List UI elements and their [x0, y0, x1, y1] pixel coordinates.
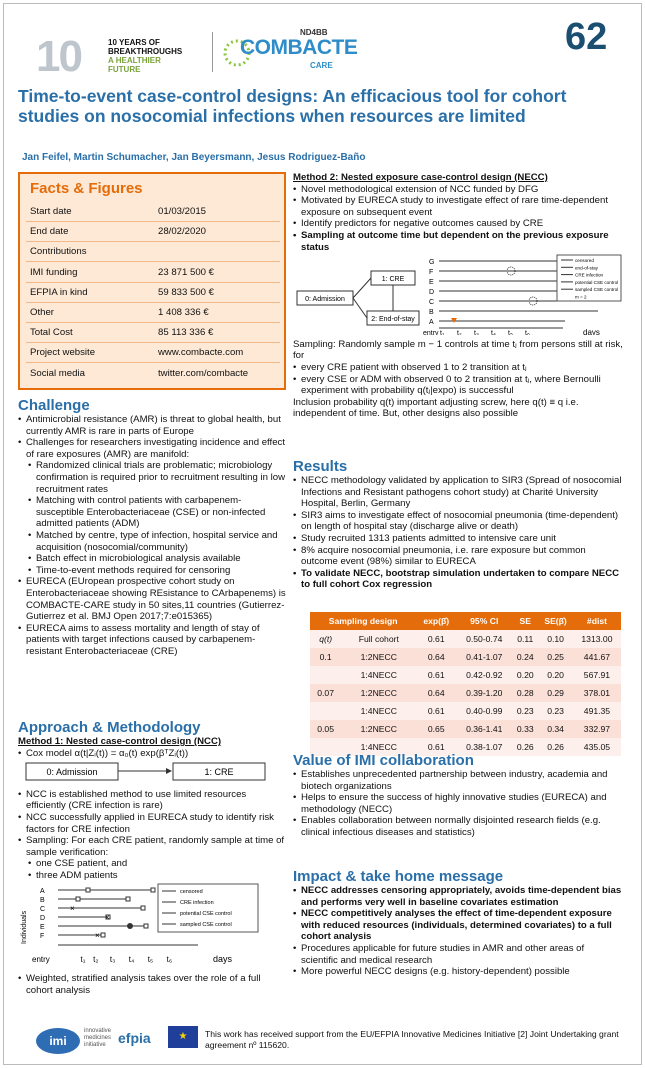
table-cell: 1:2NECC: [341, 648, 416, 666]
table-cell: 0.20: [538, 666, 573, 684]
table-row: [310, 630, 621, 648]
row-label: F: [40, 932, 45, 940]
legend-label: m = 2: [575, 294, 587, 300]
table-header: SE: [512, 612, 538, 630]
list-item: • 8% acquire nosocomial pneumonia, i.e. rare exposure but common outcome event (98%) similar to EURECA: [293, 545, 623, 568]
table-cell: 0.41-1.07: [456, 648, 512, 666]
efpia-logo: efpia: [118, 1030, 151, 1046]
list-item: • To validate NECC, bootstrap simulation undertaken to compare NECC to full cohort Cox regression: [293, 568, 623, 591]
facts-label: EFPIA in kind: [30, 286, 88, 298]
table-cell: 0.28: [512, 684, 538, 702]
funding-text: This work has received support from the EU/EFPIA Innovative Medicines Initiative [2] Joint Undertaking grant agreement nº 115620.: [205, 1029, 619, 1050]
facts-heading: Facts & Figures: [30, 180, 143, 197]
facts-box: [18, 172, 286, 390]
censored-marker: [126, 897, 130, 901]
table-cell: Full cohort: [341, 630, 416, 648]
table-cell: 0.26: [538, 738, 573, 756]
facts-label: Project website: [30, 347, 96, 359]
row-label: E: [429, 279, 434, 287]
list-item: • Randomized clinical trials are problematic; microbiology confirmation is required prior to recruitment resulting in low recruitment rates: [18, 460, 286, 495]
row-label: D: [40, 914, 46, 922]
list-item: • every CSE or ADM with observed 0 to 2 transition at tⱼ, where Bernoulli experiment with probability q(tⱼ|expo) is successful: [293, 374, 623, 397]
results-section: [293, 458, 623, 591]
challenge-section: [18, 397, 286, 657]
tagline: 10 YEARS OF BREAKTHROUGHS A HEALTHIER FUTURE: [108, 38, 183, 74]
list-item: • Matched by centre, type of infection, hospital service and acquisition (nosocomial/community): [18, 530, 286, 553]
cross-marker: ×: [95, 930, 100, 940]
list-item: • Challenges for researchers investigating incidence and effect of rare exposures (AMR) are manifold:: [18, 437, 286, 460]
table-cell: 1:4NECC: [341, 666, 416, 684]
table-cell: 0.11: [512, 630, 538, 648]
x-axis-label: days: [583, 328, 600, 336]
table-cell: 378.01: [573, 684, 621, 702]
row-label: A: [40, 887, 45, 895]
list-item: • More powerful NECC designs (e.g. history-dependent) possible: [293, 966, 623, 978]
table-cell: 1313.00: [573, 630, 621, 648]
table-cell: 0.33: [512, 720, 538, 738]
table-cell: 491.35: [573, 702, 621, 720]
list-item: • Identify predictors for negative outcomes caused by CRE: [293, 218, 623, 230]
footer: [0, 1016, 645, 1066]
method2-heading: Method 2: Nested exposure case-control design (NECC): [293, 172, 548, 183]
table-cell: 435.05: [573, 738, 621, 756]
table-cell: 0.61: [416, 630, 456, 648]
y-axis-label: Individuals: [21, 910, 28, 944]
imi-logo: imi: [36, 1028, 80, 1054]
table-row: [310, 684, 621, 702]
state-cre: 1: CRE: [204, 767, 234, 778]
list-item: • Motivated by EURECA study to investigate effect of rare time-dependent exposure on subsequent event: [293, 195, 623, 218]
table-row: [310, 648, 621, 666]
table-cell: 1:2NECC: [341, 684, 416, 702]
sampling-text: Sampling: Randomly sample m − 1 controls at time tⱼ from persons still at risk, for: [293, 338, 623, 362]
table-cell: [310, 702, 341, 720]
table-cell: 0.40-0.99: [456, 702, 512, 720]
table-cell: 0.29: [538, 684, 573, 702]
list-item: • three ADM patients: [18, 870, 286, 882]
list-item: • every CRE patient with observed 1 to 2 transition at tⱼ: [293, 362, 623, 374]
list-item: • Procedures applicable for future studies in AMR and other areas of scientific and medical research: [293, 943, 623, 966]
list-item: • Novel methodological extension of NCC funded by DFG: [293, 184, 623, 196]
table-cell: 0.64: [416, 648, 456, 666]
x-tick-label: t₁: [440, 330, 445, 336]
facts-value: 23 871 500 €: [158, 266, 215, 278]
list-item: • Enables collaboration between normally disjointed research fields (e.g. clinical infectious diseases and statistics): [293, 815, 623, 838]
legend-label: sampled CSE control: [180, 921, 232, 928]
state-admission: 0: Admission: [46, 767, 98, 778]
table-cell: 0.38-1.07: [456, 738, 512, 756]
state-end: 2: End-of-stay: [371, 316, 415, 324]
table-cell: 0.23: [512, 702, 538, 720]
state-cre: 1: CRE: [381, 276, 405, 284]
table-cell: 0.39-1.20: [456, 684, 512, 702]
row-label: B: [40, 896, 45, 904]
results-heading: Results: [293, 458, 348, 475]
x-tick-label: t₄: [491, 330, 496, 336]
row-label: A: [429, 319, 434, 327]
table-cell: 1:4NECC: [341, 738, 416, 756]
list-item: • SIR3 aims to investigate effect of nosocomial pneumonia (time-dependent) on length of hospital stay (discharge alive or death): [293, 510, 623, 533]
ten-years-logo: 10: [36, 32, 81, 81]
table-cell: 0.36-1.41: [456, 720, 512, 738]
facts-value: twitter.com/combacte: [158, 367, 249, 379]
list-item: • Sampling: For each CRE patient, randomly sample at time of sample verification:: [18, 835, 286, 858]
x-tick-label: t₆: [525, 330, 530, 336]
header-divider: [212, 32, 213, 72]
facts-divider: [26, 261, 280, 262]
list-item: • Batch effect in microbiological analysis available: [18, 553, 286, 565]
table-cell: 1:4NECC: [341, 702, 416, 720]
imi-text: innovative medicines initiative: [84, 1028, 112, 1048]
list-item: • one CSE patient, and: [18, 858, 286, 870]
legend-label: censored: [575, 258, 594, 264]
table-cell: 0.26: [512, 738, 538, 756]
table-row: [310, 666, 621, 684]
facts-label: IMI funding: [30, 266, 78, 278]
table-header: SE(β̂): [538, 612, 573, 630]
eu-flag-icon: ★: [168, 1026, 198, 1048]
ncc-timeline-diagram: [18, 882, 286, 970]
x-axis-label: days: [213, 953, 233, 964]
facts-divider: [26, 221, 280, 222]
cross-marker: ×: [105, 912, 110, 922]
facts-divider: [26, 342, 280, 343]
table-cell: 0.10: [538, 630, 573, 648]
table-cell: 0.34: [538, 720, 573, 738]
table-cell: 0.61: [416, 666, 456, 684]
event-marker: [127, 923, 133, 929]
row-label: D: [429, 289, 435, 297]
list-item: • Matching with control patients with carbapenem-susceptible Enterobacteriaceae (CSE) or non-infected admitted patients (ADM): [18, 495, 286, 530]
table-cell: 567.91: [573, 666, 621, 684]
x-tick-label: t₃: [474, 330, 479, 336]
poster-title: Time-to-event case-control designs: An efficacious tool for cohort studies on nosocomial infections when resources are limited: [18, 86, 567, 126]
list-item: • NECC methodology validated by application to SIR3 (Spread of nosocomial Infections and Resistant pathogens cohort study) at Charité University Hospital, Berlin, Germany: [293, 475, 623, 510]
legend-label: CRE infection: [575, 272, 604, 278]
facts-label: Other: [30, 307, 54, 318]
list-item: • Sampling at outcome time but dependent on the previous exposure status: [293, 230, 623, 253]
facts-value: 28/02/2020: [158, 226, 207, 238]
list-item: • Weighted, stratified analysis takes over the role of a full cohort analysis: [18, 973, 286, 996]
necc-diagram: [293, 253, 623, 335]
table-cell: q(t): [310, 630, 341, 648]
legend-label: censored: [180, 888, 203, 895]
table-cell: 1:2NECC: [341, 720, 416, 738]
row-label: C: [429, 299, 435, 307]
x-tick-label: t₃: [109, 954, 116, 964]
results-table: [310, 612, 621, 756]
arrow: [353, 278, 371, 298]
censored-marker: [144, 924, 148, 928]
poster-number: 62: [565, 16, 608, 58]
x-tick-label: t₂: [93, 954, 99, 964]
legend-label: CRE infection: [180, 899, 214, 906]
table-cell: 0.05: [310, 720, 341, 738]
list-item: • NCC is established method to use limited resources efficiently (CRE infection is rare): [18, 789, 286, 812]
legend-label: end-of-stay: [575, 265, 598, 271]
impact-section: [293, 868, 623, 978]
table-cell: 0.07: [310, 684, 341, 702]
table-cell: 0.1: [310, 648, 341, 666]
list-item: • NCC successfully applied in EURECA study to identify risk factors for CRE infection: [18, 812, 286, 835]
value-section: [293, 752, 623, 839]
table-cell: 441.67: [573, 648, 621, 666]
table-cell: 0.65: [416, 720, 456, 738]
facts-value: 59 833 500 €: [158, 286, 215, 298]
censored-marker: [141, 906, 145, 910]
x-tick-label: entry: [32, 954, 50, 964]
x-tick-label: t₂: [457, 330, 462, 336]
approach-heading: Approach & Methodology: [18, 719, 201, 736]
table-row: [310, 702, 621, 720]
facts-label: Start date: [30, 206, 72, 217]
list-item: • EURECA aims to assess mortality and length of stay of patients with target infections caused by carbapenem-resistant Enterobacteriaceae (CRE): [18, 623, 286, 658]
facts-value: 01/03/2015: [158, 206, 207, 217]
value-heading: Value of IMI collaboration: [293, 752, 474, 769]
impact-heading: Impact & take home message: [293, 868, 504, 885]
legend-label: potential CSE control: [180, 910, 232, 917]
table-cell: 332.97: [573, 720, 621, 738]
square-marker: [76, 897, 80, 901]
row-label: C: [40, 905, 46, 913]
facts-divider: [26, 322, 280, 323]
header: [0, 0, 645, 82]
x-tick-label: t₅: [508, 330, 513, 336]
table-cell: 0.42-0.92: [456, 666, 512, 684]
facts-divider: [26, 362, 280, 363]
facts-value: 1 408 336 €: [158, 307, 209, 318]
list-item: • Study recruited 1313 patients admitted to intensive care unit: [293, 533, 623, 545]
facts-value: www.combacte.com: [158, 347, 244, 359]
x-tick-label: t₅: [147, 954, 154, 964]
row-label: B: [429, 309, 434, 317]
list-item: • Establishes unprecedented partnership between industry, academia and biotech organizations: [293, 769, 623, 792]
facts-label: Social media: [30, 367, 85, 379]
x-tick-label: entry: [423, 330, 439, 336]
x-tick-label: t₆: [166, 954, 173, 964]
ncc-state-diagram: [18, 759, 286, 785]
facts-label: Contributions: [30, 246, 87, 258]
authors: Jan Feifel, Martin Schumacher, Jan Beyersmann, Jesus Rodriguez-Baño: [22, 152, 366, 163]
table-cell: 0.23: [538, 702, 573, 720]
list-item: • NECC addresses censoring appropriately, avoids time-dependent bias and performs very well in baseline covariates estimation: [293, 885, 623, 908]
x-tick-label: t₁: [80, 954, 86, 964]
table-cell: 0.61: [416, 738, 456, 756]
table-cell: 0.20: [512, 666, 538, 684]
censored-marker: [151, 888, 155, 892]
legend-label: potential CSE control: [575, 280, 619, 286]
approach-section: [18, 719, 286, 996]
facts-label: End date: [30, 226, 69, 238]
list-item: • Time-to-event methods required for censoring: [18, 565, 286, 577]
cross-marker: ×: [70, 903, 75, 913]
square-marker: [86, 888, 90, 892]
state-admission: 0: Admission: [305, 296, 345, 304]
inclusion-text: Inclusion probability q(t) important adjusting screw, here q(t) ≡ q i.e. independent of time. But, other designs also possible: [293, 396, 579, 420]
list-item: • Helps to ensure the success of highly innovative studies (EURECA) and methodology (NECC): [293, 792, 623, 815]
table-cell: 0.50-0.74: [456, 630, 512, 648]
x-tick-label: t₄: [128, 954, 135, 964]
method2-section: [293, 172, 623, 420]
list-item: • NECC competitively analyses the effect of time-dependent exposure with reduced resources (individuals, determined covariates) to a full cohort analysis: [293, 908, 623, 943]
list-item: • Antimicrobial resistance (AMR) is threat to global health, but currently AMR is rare in parts of Europe: [18, 414, 286, 437]
facts-label: Total Cost: [30, 327, 73, 339]
table-cell: 0.61: [416, 702, 456, 720]
table-header: exp(β̂): [416, 612, 456, 630]
table-header: #dist: [573, 612, 621, 630]
table-header: Sampling design: [310, 612, 416, 630]
table-cell: 0.24: [512, 648, 538, 666]
facts-divider: [26, 282, 280, 283]
table-cell: 0.25: [538, 648, 573, 666]
row-label: F: [429, 269, 434, 277]
facts-divider: [26, 302, 280, 303]
censored-marker: [101, 933, 105, 937]
list-item: • EURECA (EUropean prospective cohort study on Enterobacteriaceae showing REsistance to CArbapenems) is COMBACTE-CARE study in 50 sites,11 countries (Gutierrez-Gutierrez et al. BMJ Open 2017;7:e015365): [18, 576, 286, 622]
row-label: E: [40, 923, 45, 931]
combacte-logo: ND4BB COMBACTE CARE: [228, 28, 348, 74]
facts-divider: [26, 241, 280, 242]
table-header: 95% CI: [456, 612, 512, 630]
table-cell: [310, 666, 341, 684]
facts-value: 85 113 336 €: [158, 327, 214, 339]
challenge-heading: Challenge: [18, 397, 90, 414]
table-cell: 0.64: [416, 684, 456, 702]
cox-model: • Cox model α(t|Zᵢ(t)) = α₀(t) exp(βᵀZᵢ(t)): [18, 748, 286, 760]
table-row: [310, 720, 621, 738]
method1-heading: Method 1: Nested case-control design (NCC): [18, 736, 222, 747]
row-label: G: [429, 259, 435, 267]
legend-label: sampled CSE control: [575, 287, 619, 293]
arrow: [353, 298, 367, 318]
